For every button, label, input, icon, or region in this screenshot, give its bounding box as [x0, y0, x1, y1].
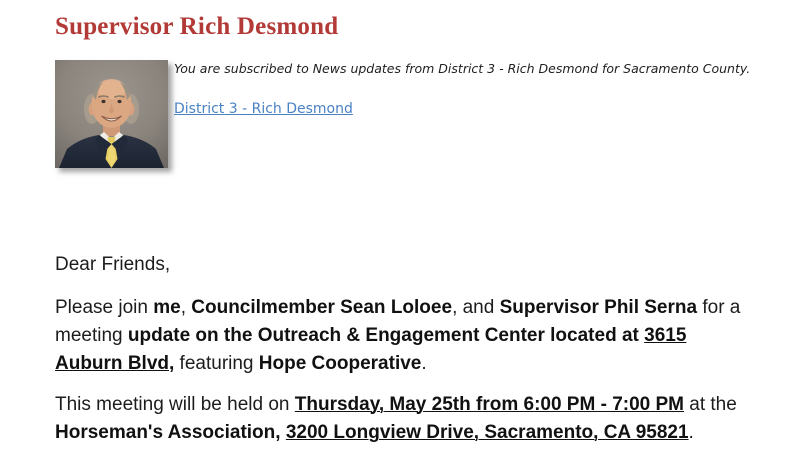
text-segment: .: [688, 422, 694, 443]
text-segment: , and: [452, 297, 500, 318]
text-segment: Supervisor Phil Serna: [499, 297, 698, 318]
body-paragraph: [55, 294, 757, 378]
text-segment: ,: [169, 353, 175, 374]
body-paragraph: [55, 391, 757, 447]
text-segment: me: [153, 297, 181, 318]
text-segment: at the: [684, 394, 737, 415]
newsletter-header: [55, 60, 750, 168]
portrait-photo: [55, 60, 168, 168]
text-segment: Please join: [55, 297, 154, 318]
text-segment: 3615 Auburn Blvd: [55, 325, 687, 374]
text-segment: Horseman's Association,: [55, 422, 281, 443]
text-segment: Hope Cooperative: [258, 353, 422, 374]
text-segment: featuring: [174, 353, 259, 374]
text-segment: 3200 Longview Drive, Sacramento, CA 95821: [285, 422, 689, 443]
text-segment: update on the Outreach & Engagement Center located at: [127, 325, 645, 346]
body-paragraphs: [55, 294, 757, 447]
text-segment: for a meeting: [55, 297, 741, 346]
text-segment: Thursday, May 25th from 6:00 PM - 7:00 PM: [294, 394, 684, 415]
page-title: Supervisor Rich Desmond: [55, 13, 339, 40]
subscription-note: You are subscribed to News updates from District 3 - Rich Desmond for Sacramento County.: [174, 61, 751, 76]
text-segment: Councilmember Sean Loloee: [191, 297, 453, 318]
text-segment: This meeting will be held on: [55, 394, 295, 415]
district-link[interactable]: District 3 - Rich Desmond: [174, 101, 353, 117]
text-segment: ,: [180, 297, 192, 318]
portrait-photo-illustration: [55, 60, 168, 168]
text-segment: .: [421, 353, 427, 374]
email-body: [55, 251, 757, 460]
header-right-column: [174, 60, 750, 118]
greeting: Dear Friends,: [55, 254, 171, 275]
